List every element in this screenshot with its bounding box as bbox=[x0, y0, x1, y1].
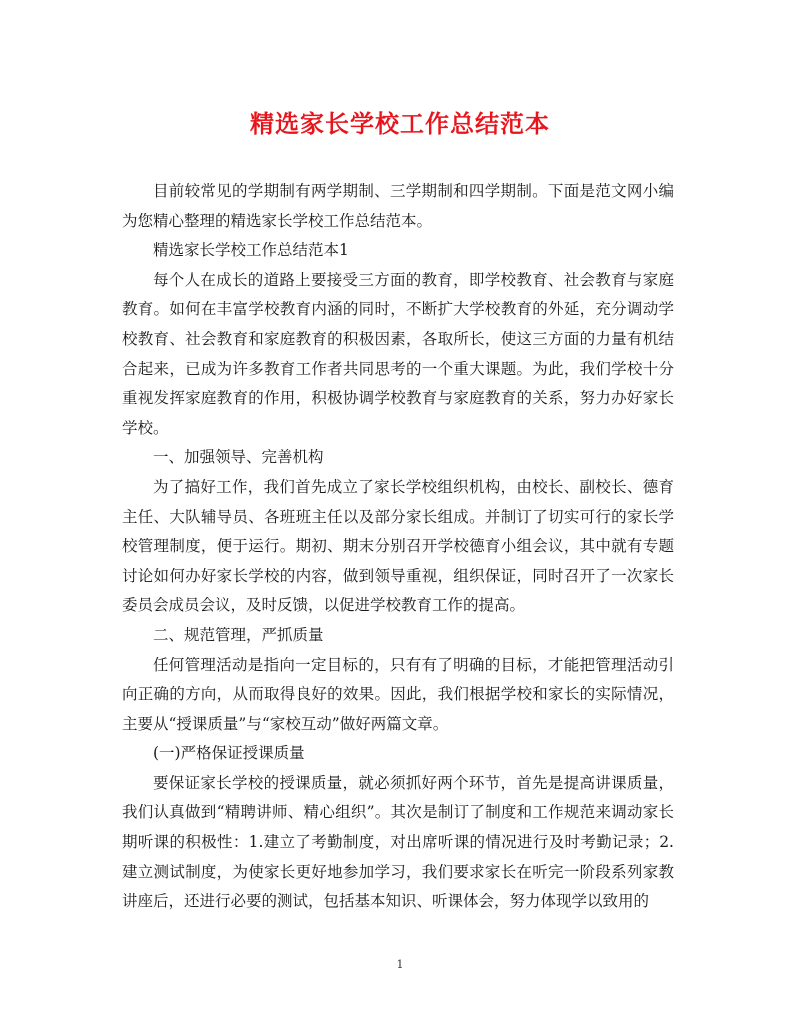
body-paragraph: 每个人在成长的道路上要接受三方面的教育，即学校教育、社会教育与家庭教育。如何在丰富学校教育内涵的同时，不断扩大学校教育的外延，充分调动学校教育、社会教育和家庭教育的积极因素，各取所长，使这三方面的力量有机结合起来，已成为许多教育工作者共同思考的一个重大课题。为此，我们学校十分重视发挥家庭教育的作用，积极协调学校教育与家庭教育的关系，努力办好家长学校。 bbox=[122, 270, 674, 437]
intro-paragraph: 目前较常见的学期制有两学期制、三学期制和四学期制。下面是范文网小编为您精心整理的精选家长学校工作总结范本。 bbox=[122, 182, 674, 230]
body-paragraph: 要保证家长学校的授课质量，就必须抓好两个环节，首先是提高讲课质量，我们认真做到“精聘讲师、精心组织”。其次是制订了制度和工作规范来调动家长期听课的积极性：1.建立了考勤制度，对出席听课的情况进行及时考勤记录；2.建立测试制度，为使家长更好地参加学习，我们要求家长在听完一阶段系列家教讲座后，还进行必要的测试，包括基本知识、听课体会，努力体现学以致用的 bbox=[122, 773, 674, 911]
body-paragraph: 任何管理活动是指向一定目标的，只有有了明确的目标，才能把管理活动引向正确的方向，从而取得良好的效果。因此，我们根据学校和家长的实际情况，主要从“授课质量”与“家校互动”做好两篇文章。 bbox=[122, 655, 674, 733]
subheading-teaching-quality: (一)严格保证授课质量 bbox=[153, 744, 305, 763]
document-title: 精选家长学校工作总结范本 bbox=[250, 109, 550, 138]
section-title-sample-1: 精选家长学校工作总结范本1 bbox=[153, 241, 349, 260]
heading-leadership: 一、加强领导、完善机构 bbox=[153, 448, 324, 467]
body-paragraph: 为了搞好工作，我们首先成立了家长学校组织机构，由校长、副校长、德育主任、大队辅导员、各班班主任以及部分家长组成。并制订了切实可行的家长学校管理制度，便于运行。期初、期末分别召开学校德育小组会议，其中就有专题讨论如何办好家长学校的内容，做到领导重视，组织保证，同时召开了一次家长委员会成员会议，及时反馈，以促进学校教育工作的提高。 bbox=[122, 477, 674, 615]
document-body bbox=[122, 177, 674, 917]
heading-management: 二、规范管理，严抓质量 bbox=[153, 625, 324, 644]
page-number: 1 bbox=[396, 958, 404, 971]
